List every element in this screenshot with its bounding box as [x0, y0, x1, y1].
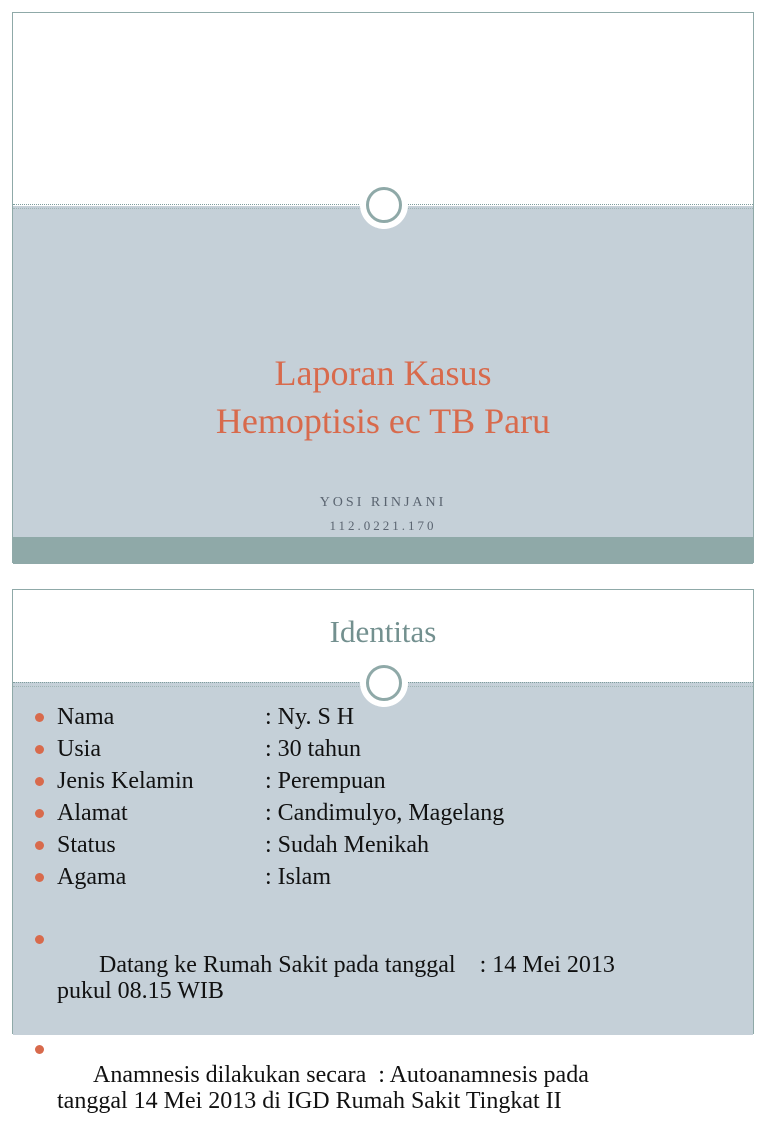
item-value: : Perempuan — [265, 768, 386, 794]
footer-bar — [13, 537, 753, 564]
slide-title: Identitas — [329, 614, 437, 649]
list-item-paragraph — [35, 926, 743, 1030]
bullet-icon — [35, 935, 44, 944]
title-line-2: Hemoptisis ec TB Paru — [215, 401, 551, 441]
list-item — [35, 864, 743, 896]
list-item — [35, 800, 743, 832]
item-value: : Candimulyo, Magelang — [265, 800, 505, 826]
item-label: Agama — [57, 864, 127, 890]
circle-ornament-icon — [360, 181, 408, 229]
identity-slide — [12, 589, 754, 1114]
item-label: Nama — [57, 704, 115, 730]
list-item — [35, 736, 743, 768]
presentation-title — [13, 349, 753, 445]
item-value: : Sudah Menikah — [265, 832, 429, 858]
item-value: : Ny. S H — [265, 704, 355, 730]
list-item — [35, 704, 743, 736]
bullet-icon — [35, 841, 44, 850]
identity-list — [35, 704, 743, 1140]
item-label: Usia — [57, 736, 101, 762]
bullet-icon — [35, 713, 44, 722]
title-slide — [12, 12, 754, 563]
list-item — [35, 832, 743, 864]
item-label: Jenis Kelamin — [57, 768, 194, 794]
bullet-icon — [35, 1045, 44, 1054]
paragraph-text: Datang ke Rumah Sakit pada tanggal : 14 Mei 2013 pukul 08.15 WIB — [57, 952, 615, 1004]
circle-ornament-icon — [360, 659, 408, 707]
bullet-icon — [35, 745, 44, 754]
title-line-1: Laporan Kasus — [274, 353, 492, 393]
bullet-icon — [35, 809, 44, 818]
author-id: 112.0221.170 — [329, 518, 437, 533]
author-name: YOSI RINJANI — [319, 495, 447, 510]
list-item — [35, 768, 743, 800]
item-value: : 30 tahun — [265, 736, 361, 762]
item-label: Alamat — [57, 800, 128, 826]
paragraph-text: Anamnesis dilakukan secara : Autoanamnesis pada tanggal 14 Mei 2013 di IGD Rumah Sakit Tingkat II — [57, 1062, 589, 1114]
list-item-paragraph — [35, 1036, 743, 1140]
bullet-icon — [35, 777, 44, 786]
bullet-icon — [35, 873, 44, 882]
item-label: Status — [57, 832, 116, 858]
item-value: : Islam — [265, 864, 331, 890]
